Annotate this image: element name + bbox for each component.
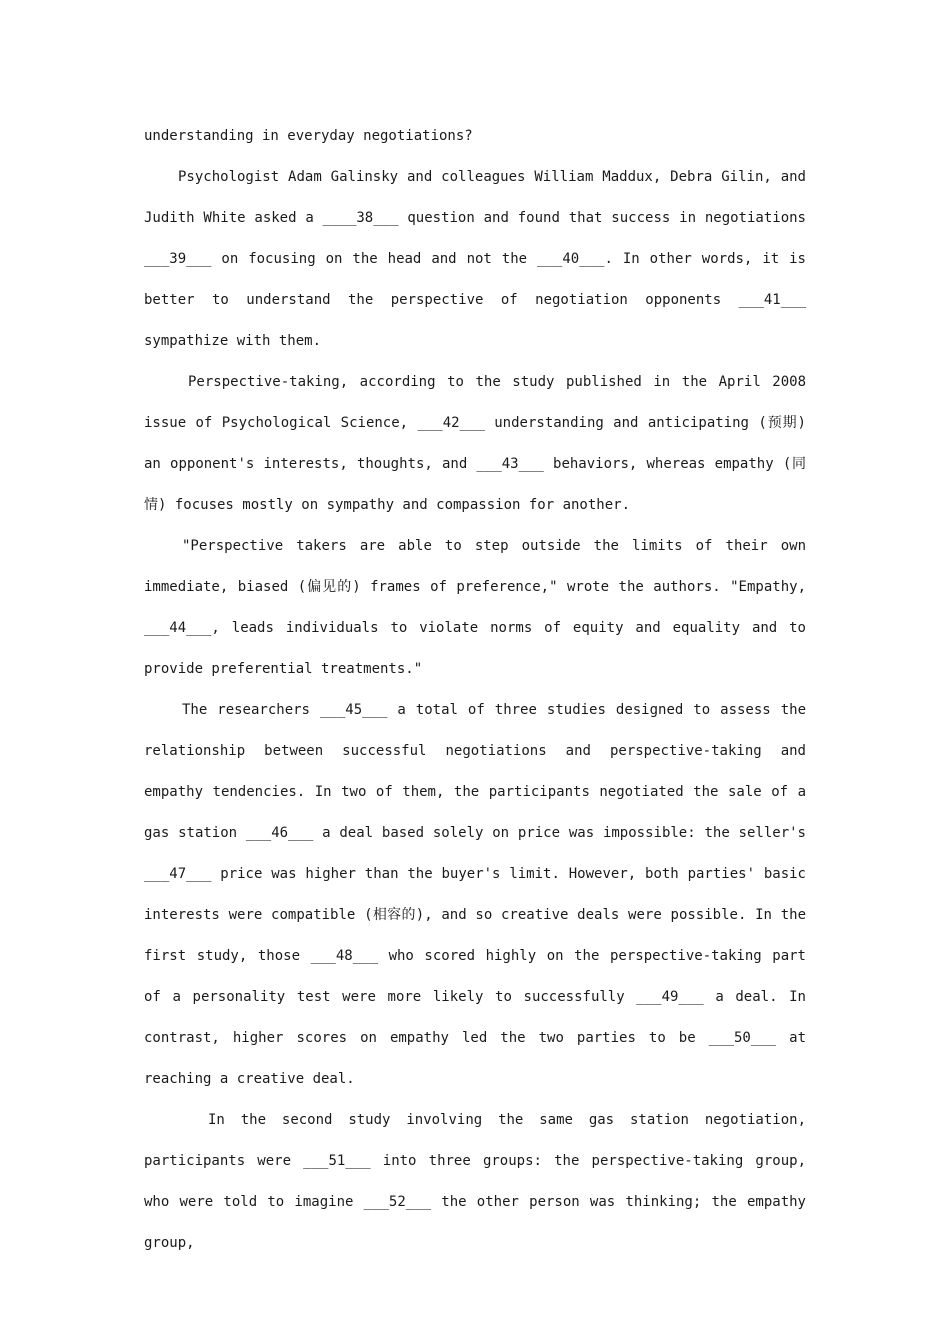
paragraph-three-studies: The researchers ___45___ a total of three studies designed to assess the relationship between successful negotiations and perspective-taking and empathy tendencies. In two of them, the participants negotiated the sale of a gas station ___46___ a deal based solely on price was impossible: the seller's ___47___ price was higher than the buyer's limit. However, both parties' basic interests were compatible (相容的), and so creative deals were possible. In the first study, those ___48___ who scored highly on the perspective-taking part of a personality test were more likely to successfully ___49___ a deal. In contrast, higher scores on empathy led the two parties to be ___50___ at reaching a creative deal. xyxy=(144,702,806,1087)
paragraph-quote: "Perspective takers are able to step outside the limits of their own immediate, biased (偏见的) frames of preference," wrote the authors. "Empathy, ___44___, leads individuals to violate norms of equity and equality and to provide preferential treatments." xyxy=(144,538,806,677)
paragraph-continuation: understanding in everyday negotiations? xyxy=(144,128,473,144)
document-page xyxy=(144,116,806,1264)
paragraph-perspective-taking: Perspective-taking, according to the study published in the April 2008 issue of Psychological Science, ___42___ understanding and anticipating (预期) an opponent's interests, thoughts, and ___43___ behaviors, whereas empathy (同情) focuses mostly on sympathy and compassion for another. xyxy=(144,374,806,513)
paragraph-galinsky: Psychologist Adam Galinsky and colleagues William Maddux, Debra Gilin, and Judith White asked a ____38___ question and found that success in negotiations ___39___ on focusing on the head and not the ___40___. In other words, it is better to understand the perspective of negotiation opponents ___41___ sympathize with them. xyxy=(144,169,806,349)
paragraph-second-study: In the second study involving the same gas station negotiation, participants were ___51___ into three groups: the perspective-taking group, who were told to imagine ___52___ the other person was thinking; the empathy group, xyxy=(144,1112,806,1251)
